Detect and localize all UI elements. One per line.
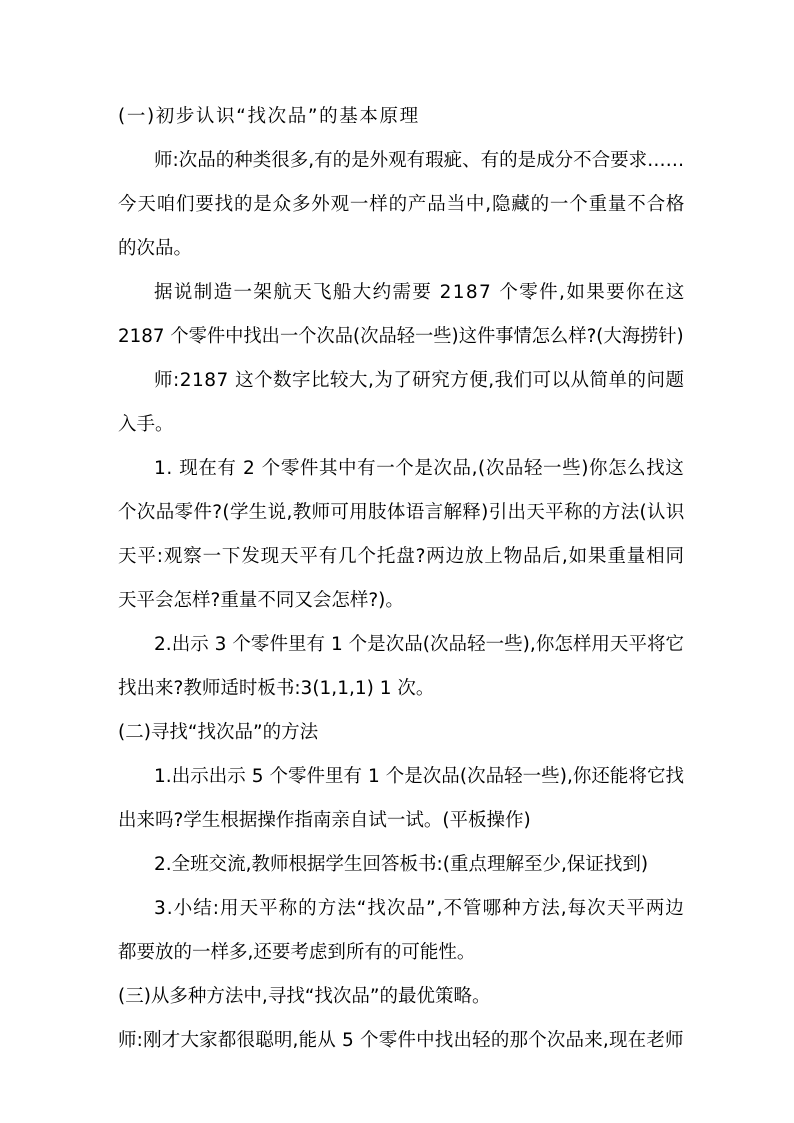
paragraph-line: 师:刚才大家都很聪明,能从 5 个零件中找出轻的那个次品来,现在老师 <box>118 1030 684 1051</box>
paragraph-line: 出来吗?学生根据操作指南亲自试一试。(平板操作) <box>118 810 531 831</box>
paragraph-line: 2.出示 3 个零件里有 1 个是次品(次品轻一些),你怎样用天平将它 <box>154 634 685 655</box>
paragraph-line: 师:2187 这个数字比较大,为了研究方便,我们可以从简单的问题 <box>154 370 685 391</box>
paragraph-line: 师:次品的种类很多,有的是外观有瑕疵、有的是成分不合要求…… <box>154 150 685 171</box>
paragraph-line: 今天咱们要找的是众多外观一样的产品当中,隐藏的一个重量不合格 <box>118 194 686 215</box>
paragraph-line: 1. 现在有 2 个零件其中有一个是次品,(次品轻一些)你怎么找这 <box>154 458 685 479</box>
paragraph-line: 2187 个零件中找出一个次品(次品轻一些)这件事情怎么样?(大海捞针) <box>118 326 684 347</box>
paragraph-line: 天平:观察一下发现天平有几个托盘?两边放上物品后,如果重量相同 <box>118 546 685 567</box>
paragraph-line: 入手。 <box>118 414 174 435</box>
paragraph-line: 3.小结:用天平称的方法“找次品”,不管哪种方法,每次天平两边 <box>154 898 685 919</box>
paragraph-line: 都要放的一样多,还要考虑到所有的可能性。 <box>118 942 476 963</box>
paragraph-line: 2.全班交流,教师根据学生回答板书:(重点理解至少,保证找到) <box>154 854 649 875</box>
section-heading-2: (二)寻找“找次品”的方法 <box>118 722 319 743</box>
paragraph-line: 个次品零件?(学生说,教师可用肢体语言解释)引出天平称的方法(认识 <box>118 502 685 523</box>
section-heading-3: (三)从多种方法中,寻找“找次品”的最优策略。 <box>118 986 491 1007</box>
paragraph-line: 的次品。 <box>118 238 193 259</box>
paragraph-line: 1.出示出示 5 个零件里有 1 个是次品(次品轻一些),你还能将它找 <box>154 766 685 787</box>
paragraph-line: 找出来?教师适时板书:3(1,1,1) 1 次。 <box>118 678 435 699</box>
paragraph-line: 据说制造一架航天飞船大约需要 2187 个零件,如果要你在这 <box>154 282 686 303</box>
paragraph-line: 天平会怎样?重量不同又会怎样?)。 <box>118 590 404 611</box>
section-heading-1: (一)初步认识“找次品”的基本原理 <box>118 106 420 127</box>
